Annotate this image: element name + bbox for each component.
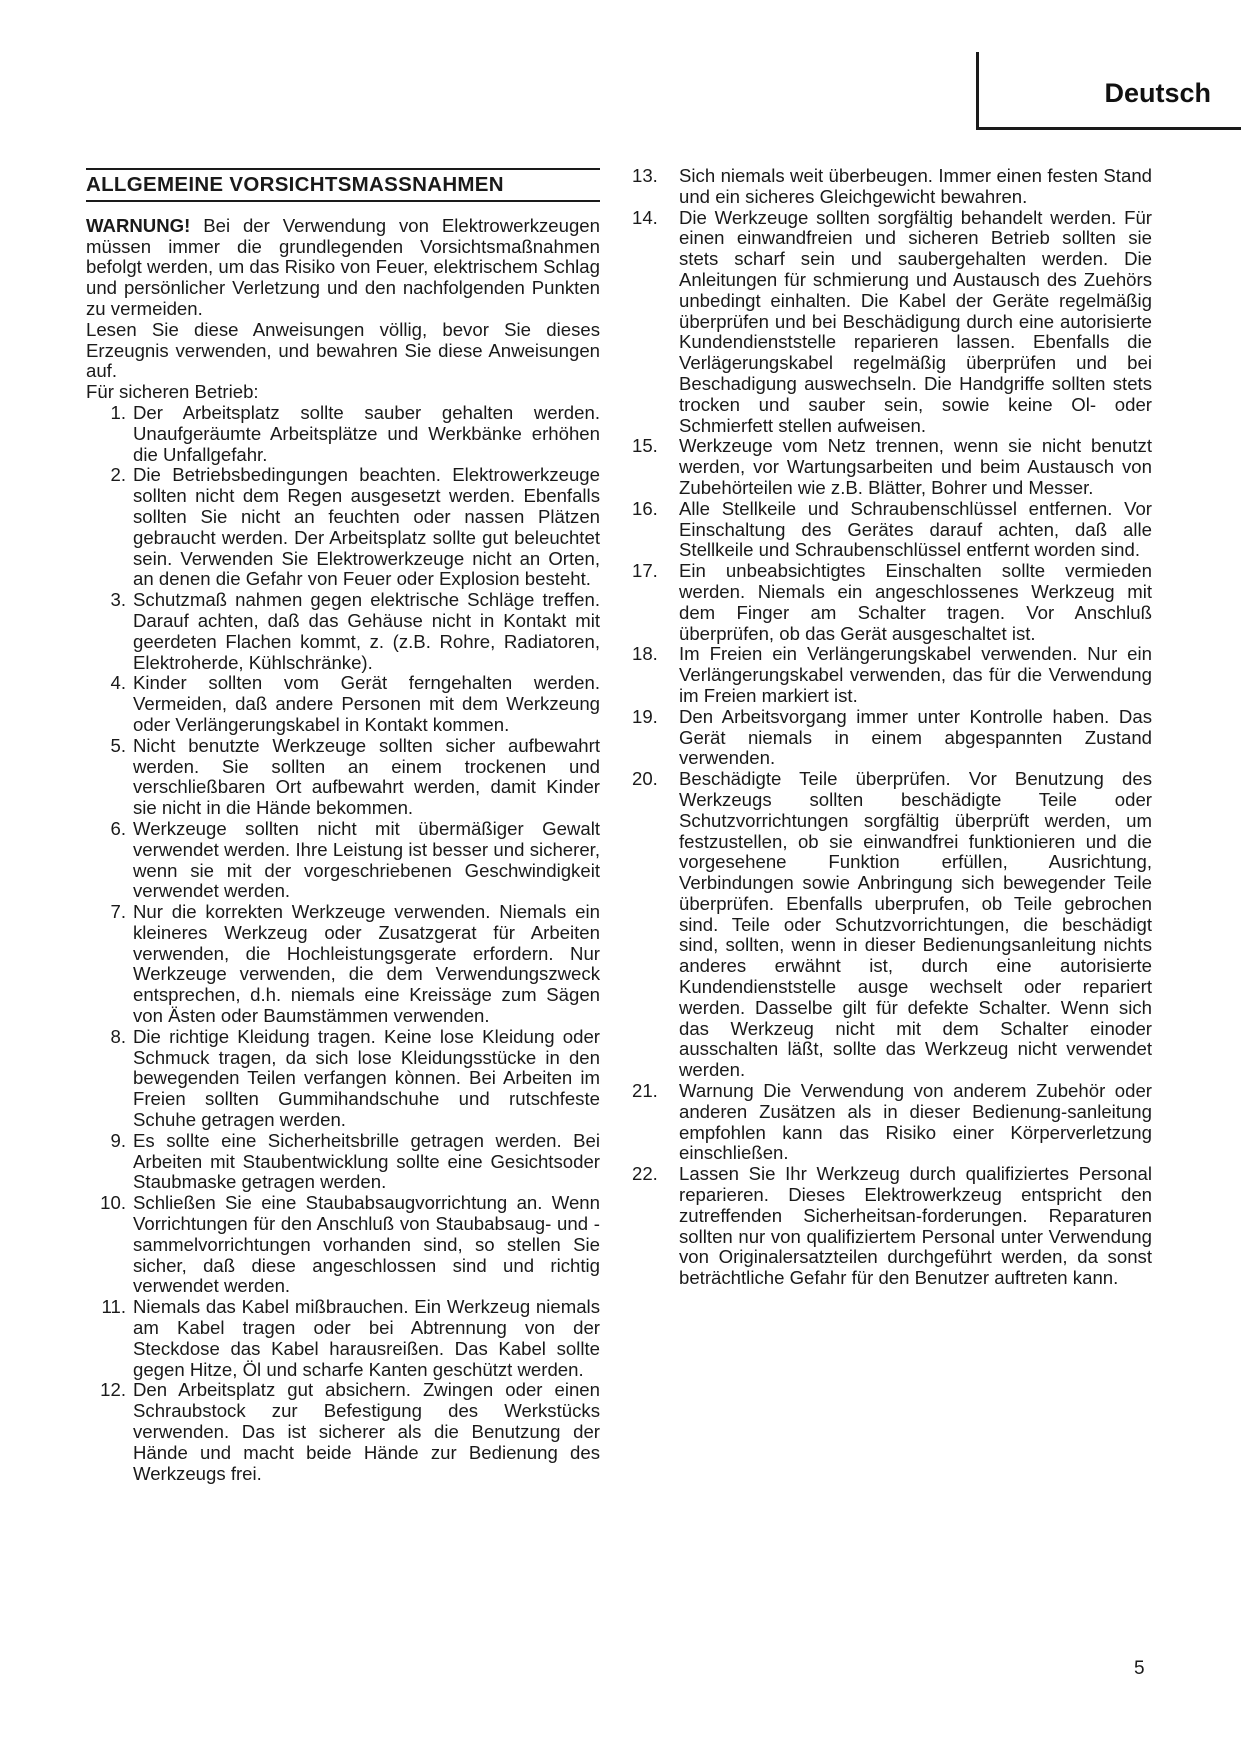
read-instructions: Lesen Sie diese Anweisungen völlig, bevor Sie dieses Erzeugnis verwenden, und bewahren Sie diese Anweisungen auf. xyxy=(86,318,600,382)
item-text: Werkzeuge sollten nicht mit übermäßiger Gewalt verwendet werden. Ihre Leistung ist besser und sicherer, wenn sie mit der vorgeschriebenen Geschwindigkeit verwendet werden. xyxy=(133,817,600,902)
item-number: 20. xyxy=(632,768,658,790)
safety-list-left xyxy=(86,403,600,1484)
list-item xyxy=(632,499,1152,561)
item-number: 3. xyxy=(110,589,126,611)
list-item xyxy=(86,1027,600,1131)
item-text: Lassen Sie Ihr Werkzeug durch qualifiziertes Personal reparieren. Dieses Elektrowerkzeug entspricht den zutreffenden Sicherheitsan-forderungen. Reparaturen sollten nur von qualifiziertem Personal unter Verwendung von Originalersatzteilen durchgeführt werden, da sonst beträchtliche Gefahr für den Benutzer auftreten kann. xyxy=(679,1163,1152,1289)
list-item xyxy=(86,1297,600,1380)
warning-text: Bei der Verwendung von Elektrowerkzeugen müssen immer die grundlegenden Vorsichtsmaßnahmen befolgt werden, um das Risiko von Feuer, elektrischem Schlag und persönlicher Verletzung und den nachfolgenden Punkten zu vermeiden. xyxy=(86,214,600,319)
list-item xyxy=(86,590,600,673)
list-item xyxy=(632,208,1152,437)
list-item xyxy=(632,166,1152,208)
item-text: Niemals das Kabel mißbrauchen. Ein Werkzeug niemals am Kabel tragen oder bei Abtrennung von der Steckdose das Kabel harausreißen. Das Kabel sollte gegen Hitze, Öl und scharfe Kanten geschützt werden. xyxy=(133,1296,600,1380)
left-column xyxy=(86,168,600,1484)
item-text: Schutzmaß nahmen gegen elektrische Schläge treffen. Darauf achten, daß das Gehäuse nicht in Kontakt mit geerdeten Flachen kommt, z. (z.B. Rohre, Radiatoren, Elektroherde, Kühlschränke). xyxy=(133,589,600,673)
warning-label: WARNUNG! xyxy=(86,214,191,236)
item-number: 14. xyxy=(632,206,658,228)
list-item xyxy=(632,1081,1152,1164)
item-number: 11. xyxy=(101,1296,126,1318)
item-number: 6. xyxy=(110,817,126,839)
item-text: Den Arbeitsplatz gut absichern. Zwingen oder einen Schraubstock zur Befestigung des Werkstücks verwenden. Das ist sicherer als die Benutzung der Hände und macht beide Hände zur Bedienung des Werkzeugs frei. xyxy=(133,1379,600,1484)
language-label: Deutsch xyxy=(1104,78,1211,108)
list-item xyxy=(86,736,600,819)
item-number: 21. xyxy=(632,1080,658,1102)
list-item xyxy=(86,1131,600,1193)
item-text: Die Betriebsbedingungen beachten. Elektrowerkzeuge sollten nicht dem Regen ausgesetzt werden. Ebenfalls sollten Sie nicht an feuchten oder nassen Plätzen gebraucht werden. Der Arbeitsplatz sollte gut beleuchtet sein. Verwenden Sie Elektrowerkzeuge nicht an Orten, an denen die Gefahr von Feuer oder Explosion besteht. xyxy=(133,464,600,590)
item-number: 2. xyxy=(110,464,126,486)
item-number: 8. xyxy=(110,1025,126,1047)
language-tab xyxy=(976,52,1241,130)
item-text: Beschädigte Teile überprüfen. Vor Benutzung des Werkzeugs sollten beschädigte Teile oder Schutzvorrichtungen sorgfältig überprüft werden, um festzustellen, ob sie einwandfrei funktionieren und die vorgesehene Funktion erfüllen, Ausrichtung, Verbindungen sowie Anbringung sich bewegender Teile überprüfen. Ebenfalls uberprufen, ob Teile gebrochen sind. Teile oder Schutzvorrichtungen, die beschädigt sind, sollten, wenn in dieser Bedienungsanleitung nichts anderes erwähnt ist, durch eine autorisierte Kundendienststelle ausge wechselt oder repariert werden. Dasselbe gilt für defekte Schalter. Wenn sich das Werkzeug nicht mit dem Schalter einoder ausschalten läßt, sollte das Werkzeug nicht verwendet werden. xyxy=(679,768,1152,1081)
list-item xyxy=(632,644,1152,706)
item-text: Warnung Die Verwendung von anderem Zubehör oder anderen Zusätzen als in dieser Bedienung-sanleitung empfohlen kann das Risiko einer Körperverletzung einschließen. xyxy=(679,1080,1152,1164)
list-item xyxy=(632,436,1152,498)
list-item xyxy=(86,902,600,1027)
item-number: 17. xyxy=(632,560,658,582)
item-number: 1. xyxy=(110,401,126,423)
list-item xyxy=(86,819,600,902)
item-text: Die richtige Kleidung tragen. Keine lose Kleidung oder Schmuck tragen, da sich lose Kleidungsstücke in den bewegenden Teilen verfangen kònnen. Bei Arbeiten im Freien sollten Gummihandschuhe und rutschfeste Schuhe getragen werden. xyxy=(133,1025,600,1131)
item-number: 18. xyxy=(632,643,658,665)
list-item xyxy=(86,1193,600,1297)
item-number: 5. xyxy=(110,734,126,756)
item-text: Kinder sollten vom Gerät ferngehalten werden. Vermeiden, daß andere Personen mit dem Werkzeung oder Verlängerungskabel in Kontakt kommen. xyxy=(133,672,600,735)
item-text: Die Werkzeuge sollten sorgfältig behandelt werden. Für einen einwandfreien und sicheren Betrieb sollten sie stets scharf sein und saubergehalten werden. Die Anleitungen für schmierung und Austausch des Zuehörs unbedingt einhalten. Die Kabel der Geräte regelmäßig überprüfen und bei Beschädigung durch eine autorisierte Kundendienststelle reparieren lassen. Ebenfalls die Verlägerungskabel regelmäßig überprüfen und bei Beschadigung auswechseln. Die Handgriffe sollten stets trocken und sauber sein, sowie keine Ol- oder Schmierfett stellen aufweisen. xyxy=(679,206,1152,436)
item-text: Nicht benutzte Werkzeuge sollten sicher aufbewahrt werden. Sie sollten an einem trockenen und verschließbaren Ort aufbewahrt werden, damit Kinder sie nicht in die Hände bekommen. xyxy=(133,734,600,819)
item-text: Schließen Sie eine Staubabsaugvorrichtung an. Wenn Vorrichtungen für den Anschluß von Staubabsaug- und -sammelvorrichtungen vorhanden sind, so stellen Sie sicher, daß diese angeschlossen sind und richtig verwendet werden. xyxy=(133,1192,600,1297)
item-number: 10. xyxy=(100,1192,126,1214)
item-text: Werkzeuge vom Netz trennen, wenn sie nicht benutzt werden, vor Wartungsarbeiten und beim Austausch von Zubehörteilen wie z.B. Blätter, Bohrer und Messer. xyxy=(679,435,1152,498)
item-number: 15. xyxy=(632,435,658,457)
item-text: Im Freien ein Verlängerungskabel verwenden. Nur ein Verlängerungskabel verwenden, das für die Verwendung im Freien markiert ist. xyxy=(679,643,1152,706)
warning-paragraph xyxy=(86,216,600,320)
item-number: 19. xyxy=(632,705,658,727)
list-item xyxy=(632,769,1152,1081)
item-text: Nur die korrekten Werkzeuge verwenden. Niemals ein kleineres Werkzeug oder Zusatzgerat für Arbeiten verwenden, die Hochleistungsgerate erfordern. Nur Werkzeuge verwenden, die dem Verwendungszweck entsprechen, d.h. niemals eine Kreissäge zum Sägen von Ästen oder Baumstämmen verwenden. xyxy=(133,901,600,1027)
list-item xyxy=(632,707,1152,769)
item-number: 7. xyxy=(110,901,126,923)
item-text: Es sollte eine Sicherheitsbrille getragen werden. Bei Arbeiten mit Staubentwicklung sollte eine Gesichtsoder Staubmaske getragen werden. xyxy=(133,1129,600,1193)
item-number: 16. xyxy=(632,497,658,519)
item-text: Sich niemals weit überbeugen. Immer einen festen Stand und ein sicheres Gleichgewicht bewahren. xyxy=(679,165,1152,207)
item-text: Den Arbeitsvorgang immer unter Kontrolle haben. Das Gerät niemals in einem abgespannten Zustand verwenden. xyxy=(679,705,1152,769)
item-number: 4. xyxy=(110,672,126,694)
list-item xyxy=(86,403,600,465)
list-item xyxy=(86,1380,600,1484)
item-text: Ein unbeabsichtigtes Einschalten sollte vermieden werden. Niemals ein angeschlossenes Werkzeug mit dem Finger am Schalter tragen. Vor Anschluß überprüfen, ob das Gerät ausgeschaltet ist. xyxy=(679,560,1152,644)
item-text: Der Arbeitsplatz sollte sauber gehalten werden. Unaufgeräumte Arbeitsplätze und Werkbänke erhöhen die Unfallgefahr. xyxy=(133,401,600,465)
item-text: Alle Stellkeile und Schraubenschlüssel entfernen. Vor Einschaltung des Gerätes darauf achten, daß alle Stellkeile und Schraubenschlüssel entfernt worden sind. xyxy=(679,497,1152,561)
list-item xyxy=(86,673,600,735)
page-number: 5 xyxy=(1134,1658,1145,1679)
list-item xyxy=(632,561,1152,644)
safety-list-right xyxy=(632,166,1152,1289)
item-number: 9. xyxy=(110,1129,126,1151)
item-number: 22. xyxy=(632,1163,658,1185)
safe-operation-heading: Für sicheren Betrieb: xyxy=(86,381,259,403)
right-column xyxy=(632,166,1152,1289)
section-title: ALLGEMEINE VORSICHTSMASSNAHMEN xyxy=(86,168,600,202)
item-number: 13. xyxy=(632,165,658,186)
list-item xyxy=(86,465,600,590)
list-item xyxy=(632,1164,1152,1289)
item-number: 12. xyxy=(100,1379,126,1401)
